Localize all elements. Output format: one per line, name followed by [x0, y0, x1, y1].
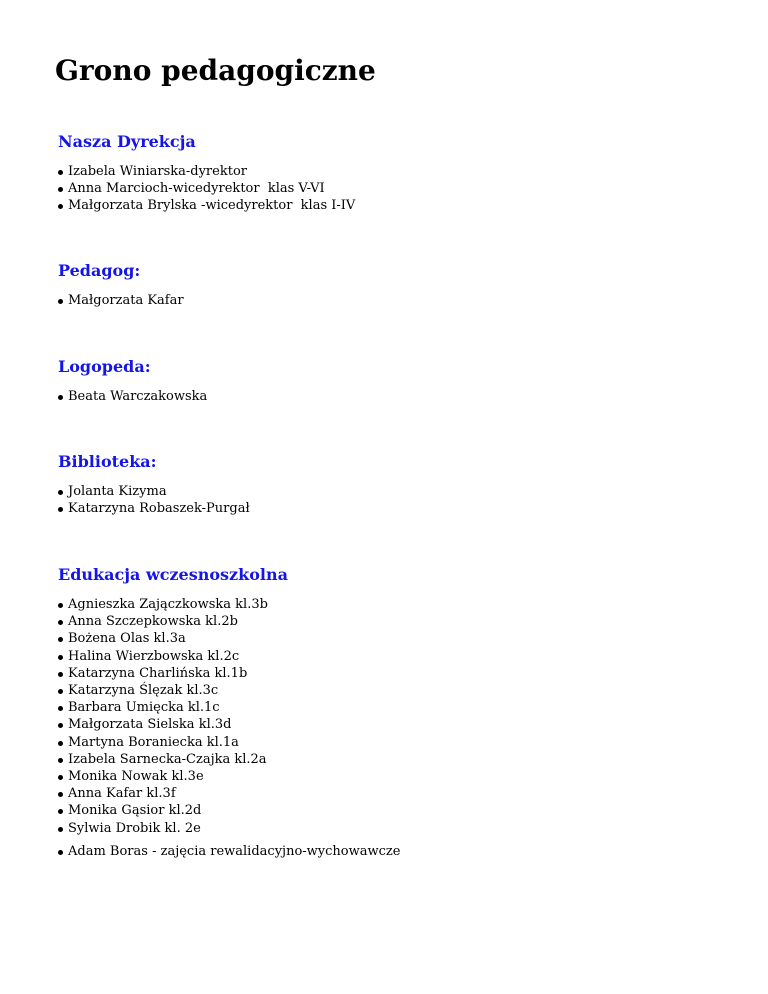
- list-logopeda: [58, 388, 738, 405]
- list-item: Sylwia Drobik kl. 2e: [58, 820, 738, 837]
- list-item: Bożena Olas kl.3a: [58, 630, 738, 647]
- list-item: Beata Warczakowska: [58, 388, 738, 405]
- list-item: Barbara Umięcka kl.1c: [58, 699, 738, 716]
- section-heading-dyrekcja: Nasza Dyrekcja: [58, 132, 196, 151]
- section-biblioteka: [58, 451, 738, 517]
- list-item: Małgorzata Kafar: [58, 292, 738, 309]
- list-biblioteka: [58, 483, 738, 517]
- section-heading-biblioteka: Biblioteka:: [58, 452, 157, 471]
- list-item: Halina Wierzbowska kl.2c: [58, 648, 738, 665]
- list-edukacja-extra: [58, 843, 738, 860]
- list-item: Martyna Boraniecka kl.1a: [58, 734, 738, 751]
- list-dyrekcja: [58, 163, 738, 215]
- list-item: Izabela Winiarska-dyrektor: [58, 163, 738, 180]
- list-item: Izabela Sarnecka-Czajka kl.2a: [58, 751, 738, 768]
- list-item: Małgorzata Brylska -wicedyrektor klas I-IV: [58, 197, 738, 214]
- list-edukacja: [58, 596, 738, 837]
- list-item: Katarzyna Charlińska kl.1b: [58, 665, 738, 682]
- section-edukacja: [58, 564, 738, 860]
- section-heading-edukacja: Edukacja wczesnoszkolna: [58, 565, 288, 584]
- list-item: Monika Gąsior kl.2d: [58, 802, 738, 819]
- list-item: Anna Szczepkowska kl.2b: [58, 613, 738, 630]
- list-pedagog: [58, 292, 738, 309]
- page-title: Grono pedagogiczne: [55, 54, 376, 87]
- list-item: Adam Boras - zajęcia rewalidacyjno-wychowawcze: [58, 843, 738, 860]
- section-logopeda: [58, 356, 738, 405]
- list-item: Anna Kafar kl.3f: [58, 785, 738, 802]
- list-item: Monika Nowak kl.3e: [58, 768, 738, 785]
- list-item: Jolanta Kizyma: [58, 483, 738, 500]
- list-item: Katarzyna Robaszek-Purgał: [58, 500, 738, 517]
- list-item: Katarzyna Ślęzak kl.3c: [58, 682, 738, 699]
- section-heading-logopeda: Logopeda:: [58, 357, 151, 376]
- section-dyrekcja: [58, 131, 738, 215]
- list-item: Małgorzata Sielska kl.3d: [58, 716, 738, 733]
- list-item: Agnieszka Zajączkowska kl.3b: [58, 596, 738, 613]
- section-pedagog: [58, 260, 738, 309]
- section-heading-pedagog: Pedagog:: [58, 261, 141, 280]
- list-item: Anna Marcioch-wicedyrektor klas V-VI: [58, 180, 738, 197]
